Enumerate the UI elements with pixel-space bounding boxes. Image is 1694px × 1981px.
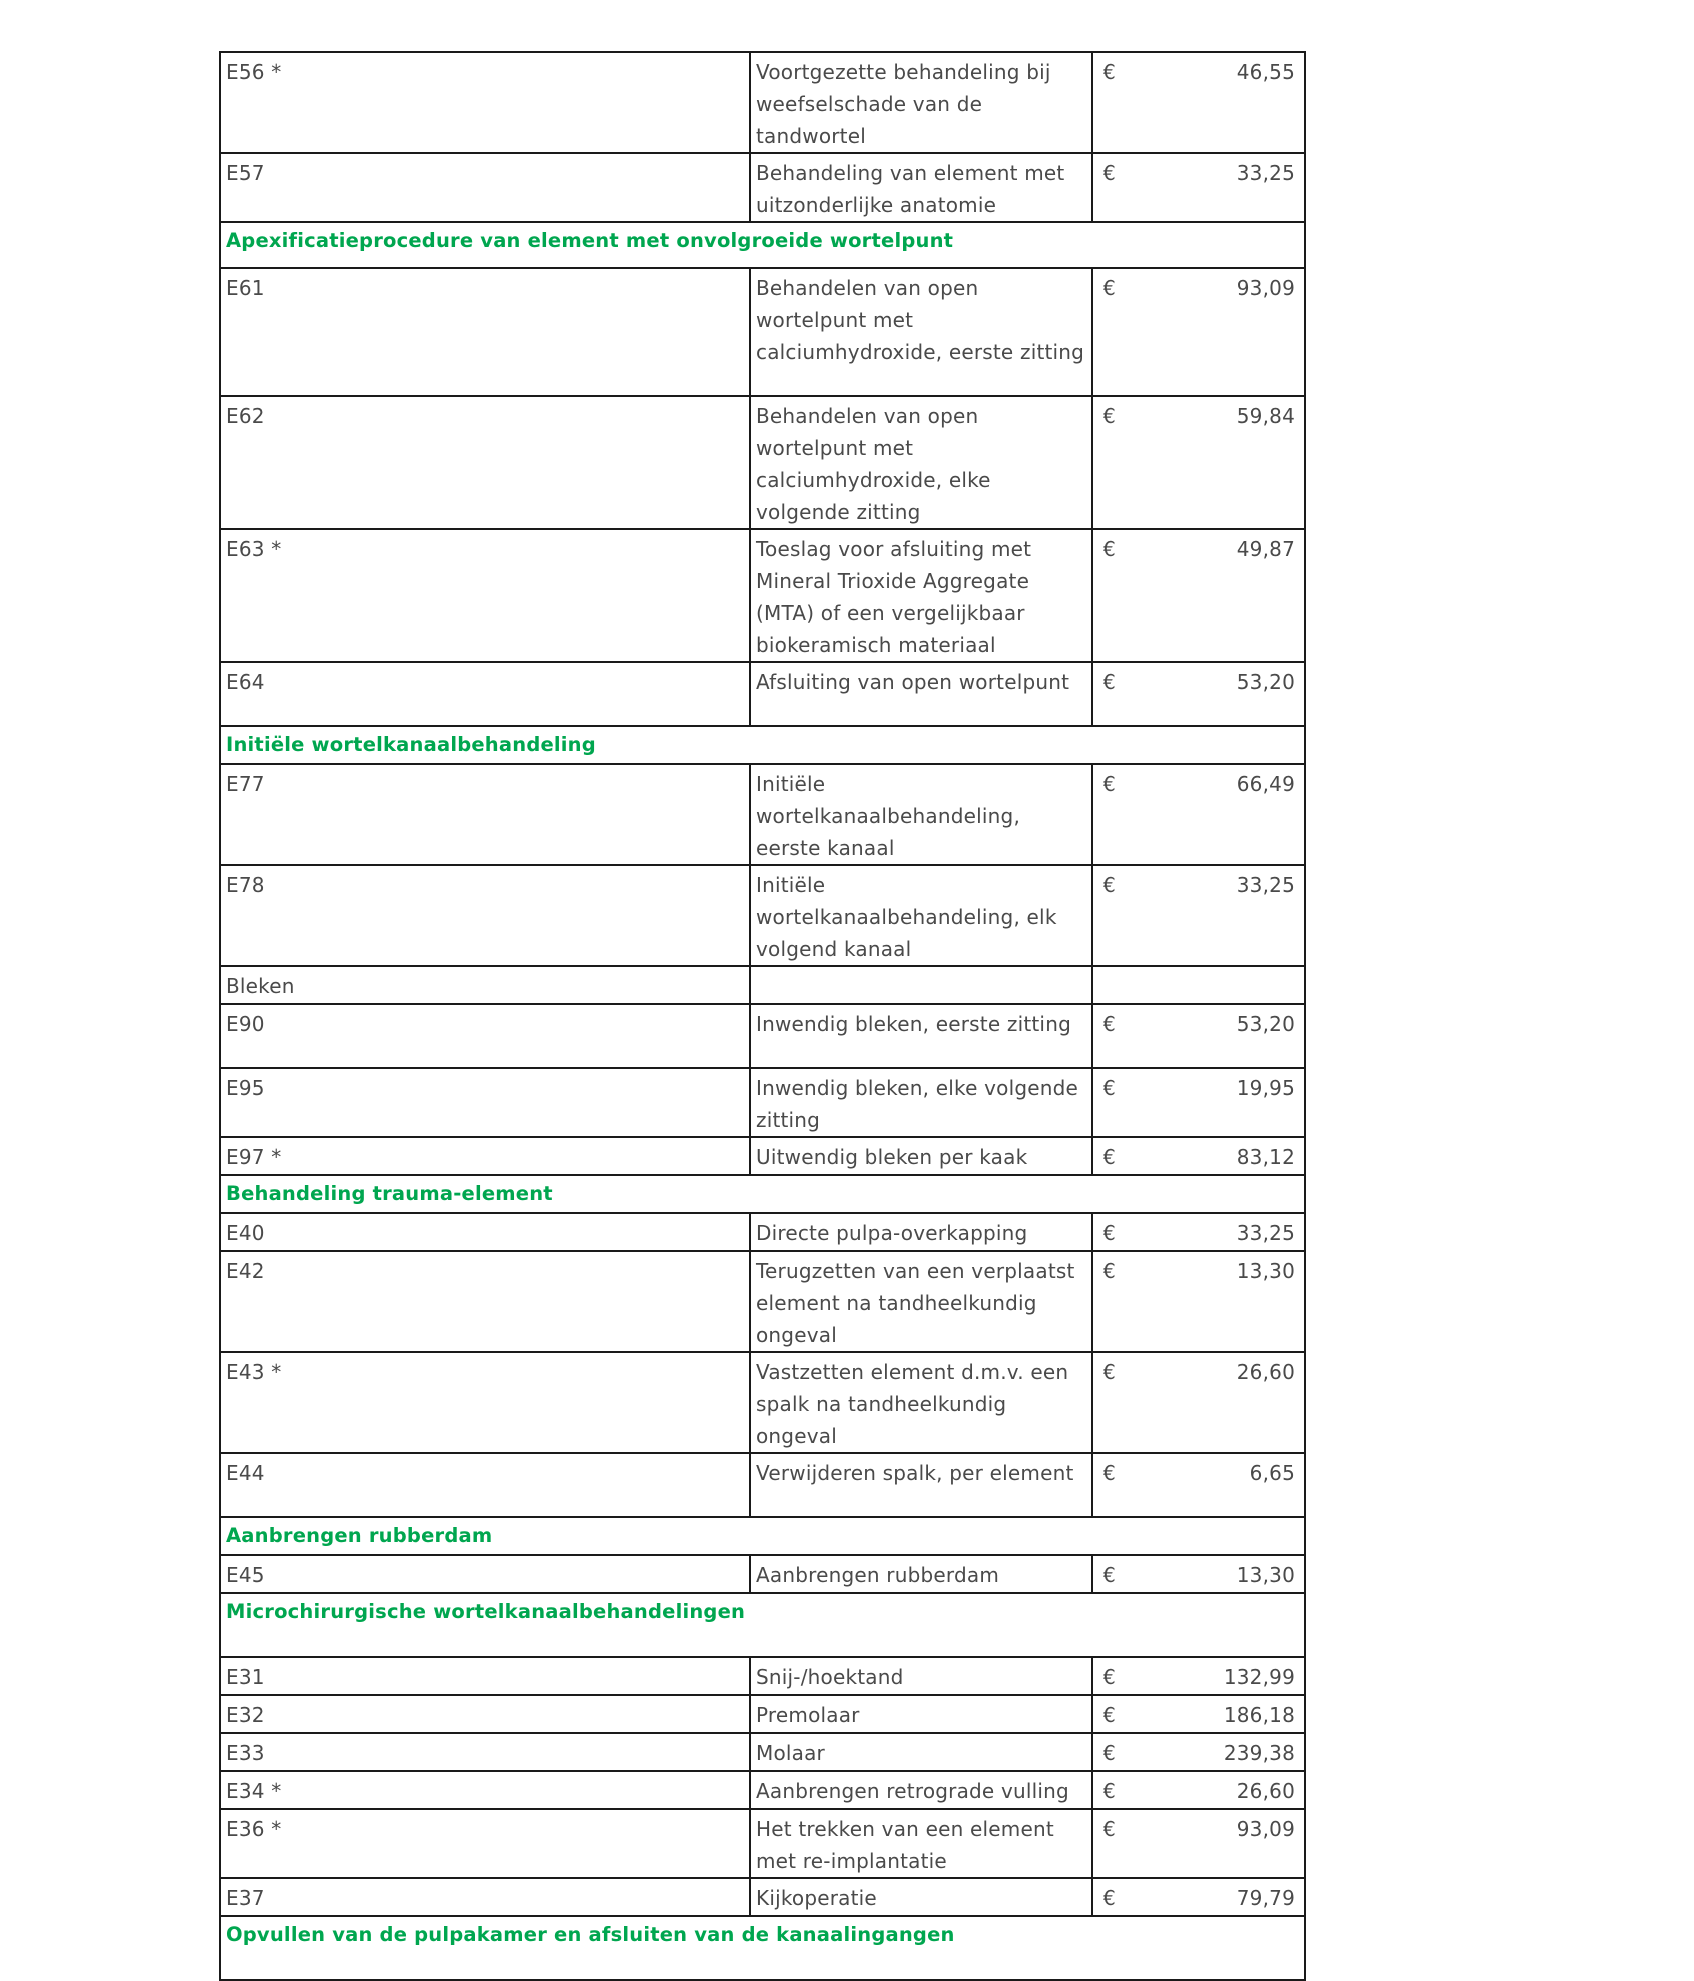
treatment-description: Inwendig bleken, elke volgende zitting [750, 1068, 1092, 1137]
currency-symbol: € [1103, 60, 1116, 84]
table-row [220, 662, 1305, 726]
table-row [220, 1453, 1305, 1517]
treatment-description: Snij-/hoektand [750, 1657, 1092, 1695]
currency-symbol: € [1103, 1461, 1116, 1485]
treatment-code: E43 * [220, 1352, 750, 1453]
section-title: Aanbrengen rubberdam [220, 1517, 1305, 1555]
treatment-code: E44 [220, 1453, 750, 1517]
treatment-code: E34 * [220, 1771, 750, 1809]
treatment-description: Behandelen van open wortelpunt met calciumhydroxide, eerste zitting [750, 268, 1092, 396]
price-amount: 26,60 [1236, 1779, 1295, 1803]
treatment-code: E31 [220, 1657, 750, 1695]
price-cell [1092, 966, 1305, 1004]
section-title: Opvullen van de pulpakamer en afsluiten van de kanaalingangen [220, 1916, 1305, 1980]
table-row [220, 1004, 1305, 1068]
treatment-code: E45 [220, 1555, 750, 1593]
treatment-description: Behandelen van open wortelpunt met calciumhydroxide, elke volgende zitting [750, 396, 1092, 529]
treatment-description [750, 966, 1092, 1004]
price-amount: 13,30 [1236, 1563, 1295, 1587]
price-cell [1092, 1453, 1305, 1517]
price-cell [1092, 1137, 1305, 1175]
price-cell [1092, 1251, 1305, 1352]
price-cell [1092, 1352, 1305, 1453]
treatment-description: Verwijderen spalk, per element [750, 1453, 1092, 1517]
treatment-description: Molaar [750, 1733, 1092, 1771]
treatment-description: Vastzetten element d.m.v. een spalk na tandheelkundig ongeval [750, 1352, 1092, 1453]
table-row [220, 268, 1305, 396]
table-row [220, 966, 1305, 1004]
price-cell [1092, 268, 1305, 396]
table-row [220, 1878, 1305, 1916]
price-amount: 53,20 [1236, 1012, 1295, 1036]
price-amount: 79,79 [1236, 1886, 1295, 1910]
price-cell [1092, 764, 1305, 865]
table-row [220, 1771, 1305, 1809]
section-title: Microchirurgische wortelkanaalbehandelingen [220, 1593, 1305, 1657]
treatment-description: Directe pulpa-overkapping [750, 1213, 1092, 1251]
currency-symbol: € [1103, 537, 1116, 561]
currency-symbol: € [1103, 1012, 1116, 1036]
treatment-code: E32 [220, 1695, 750, 1733]
price-amount: 33,25 [1236, 873, 1295, 897]
price-amount: 132,99 [1223, 1665, 1295, 1689]
treatment-code: E97 * [220, 1137, 750, 1175]
table-row [220, 1733, 1305, 1771]
section-header-row [220, 1593, 1305, 1657]
treatment-code: E40 [220, 1213, 750, 1251]
price-cell [1092, 865, 1305, 966]
section-header-row [220, 726, 1305, 764]
treatment-code: E62 [220, 396, 750, 529]
price-cell [1092, 1004, 1305, 1068]
treatment-description: Inwendig bleken, eerste zitting [750, 1004, 1092, 1068]
table-row [220, 1657, 1305, 1695]
price-amount: 93,09 [1236, 276, 1295, 300]
currency-symbol: € [1103, 1563, 1116, 1587]
table-row [220, 865, 1305, 966]
treatment-description: Terugzetten van een verplaatst element na tandheelkundig ongeval [750, 1251, 1092, 1352]
price-cell [1092, 1213, 1305, 1251]
price-amount: 46,55 [1236, 60, 1295, 84]
price-cell [1092, 1555, 1305, 1593]
currency-symbol: € [1103, 1817, 1116, 1841]
section-header-row [220, 1916, 1305, 1980]
section-header-row [220, 1517, 1305, 1555]
table-row [220, 1068, 1305, 1137]
price-amount: 59,84 [1236, 404, 1295, 428]
table-row [220, 529, 1305, 662]
price-amount: 13,30 [1236, 1259, 1295, 1283]
treatment-code: E33 [220, 1733, 750, 1771]
price-amount: 53,20 [1236, 670, 1295, 694]
table-row [220, 153, 1305, 222]
treatment-description: Aanbrengen rubberdam [750, 1555, 1092, 1593]
price-amount: 186,18 [1223, 1703, 1295, 1727]
table-row [220, 1809, 1305, 1878]
treatment-description: Behandeling van element met uitzonderlijke anatomie [750, 153, 1092, 222]
price-amount: 6,65 [1249, 1461, 1295, 1485]
currency-symbol: € [1103, 772, 1116, 796]
treatment-code: E42 [220, 1251, 750, 1352]
price-cell [1092, 662, 1305, 726]
price-cell [1092, 1657, 1305, 1695]
currency-symbol: € [1103, 1360, 1116, 1384]
currency-symbol: € [1103, 1703, 1116, 1727]
table-row [220, 1213, 1305, 1251]
treatment-code: E77 [220, 764, 750, 865]
table-row [220, 1555, 1305, 1593]
treatment-code: E61 [220, 268, 750, 396]
currency-symbol: € [1103, 1665, 1116, 1689]
treatment-description: Initiële wortelkanaalbehandeling, elk volgend kanaal [750, 865, 1092, 966]
treatment-code: E78 [220, 865, 750, 966]
price-amount: 26,60 [1236, 1360, 1295, 1384]
treatment-description: Voortgezette behandeling bij weefselschade van de tandwortel [750, 52, 1092, 153]
price-cell [1092, 1068, 1305, 1137]
section-header-row [220, 222, 1305, 268]
treatment-code: E56 * [220, 52, 750, 153]
price-cell [1092, 1771, 1305, 1809]
treatment-code: E64 [220, 662, 750, 726]
treatment-code: E36 * [220, 1809, 750, 1878]
price-amount: 239,38 [1223, 1741, 1295, 1765]
currency-symbol: € [1103, 161, 1116, 185]
price-cell [1092, 1733, 1305, 1771]
table-row [220, 1137, 1305, 1175]
currency-symbol: € [1103, 1076, 1116, 1100]
currency-symbol: € [1103, 276, 1116, 300]
treatment-code: E95 [220, 1068, 750, 1137]
currency-symbol: € [1103, 1886, 1116, 1910]
price-cell [1092, 1809, 1305, 1878]
price-cell [1092, 396, 1305, 529]
table-row [220, 1352, 1305, 1453]
treatment-description: Premolaar [750, 1695, 1092, 1733]
currency-symbol: € [1103, 1779, 1116, 1803]
treatment-description: Initiële wortelkanaalbehandeling, eerste kanaal [750, 764, 1092, 865]
section-title: Apexificatieprocedure van element met onvolgroeide wortelpunt [220, 222, 1305, 268]
price-amount: 33,25 [1236, 161, 1295, 185]
treatment-code: E37 [220, 1878, 750, 1916]
currency-symbol: € [1103, 1259, 1116, 1283]
price-cell [1092, 1878, 1305, 1916]
treatment-description: Toeslag voor afsluiting met Mineral Trioxide Aggregate (MTA) of een vergelijkbaar biokeramisch materiaal [750, 529, 1092, 662]
treatment-description: Afsluiting van open wortelpunt [750, 662, 1092, 726]
price-cell [1092, 52, 1305, 153]
section-title: Behandeling trauma-element [220, 1175, 1305, 1213]
currency-symbol: € [1103, 1741, 1116, 1765]
treatment-description: Kijkoperatie [750, 1878, 1092, 1916]
section-header-row [220, 1175, 1305, 1213]
price-amount: 66,49 [1236, 772, 1295, 796]
currency-symbol: € [1103, 1221, 1116, 1245]
treatment-code: E90 [220, 1004, 750, 1068]
price-amount: 83,12 [1236, 1145, 1295, 1169]
treatment-code: Bleken [220, 966, 750, 1004]
section-title: Initiële wortelkanaalbehandeling [220, 726, 1305, 764]
price-cell [1092, 1695, 1305, 1733]
currency-symbol: € [1103, 670, 1116, 694]
treatment-description: Aanbrengen retrograde vulling [750, 1771, 1092, 1809]
currency-symbol: € [1103, 404, 1116, 428]
price-cell [1092, 153, 1305, 222]
table-row [220, 396, 1305, 529]
table-row [220, 1251, 1305, 1352]
price-cell [1092, 529, 1305, 662]
price-amount: 49,87 [1236, 537, 1295, 561]
tariff-table [219, 51, 1306, 1981]
treatment-description: Het trekken van een element met re-implantatie [750, 1809, 1092, 1878]
table-row [220, 52, 1305, 153]
treatment-code: E57 [220, 153, 750, 222]
treatment-code: E63 * [220, 529, 750, 662]
treatment-description: Uitwendig bleken per kaak [750, 1137, 1092, 1175]
currency-symbol: € [1103, 873, 1116, 897]
price-amount: 33,25 [1236, 1221, 1295, 1245]
currency-symbol: € [1103, 1145, 1116, 1169]
price-amount: 19,95 [1236, 1076, 1295, 1100]
table-row [220, 1695, 1305, 1733]
table-row [220, 764, 1305, 865]
price-amount: 93,09 [1236, 1817, 1295, 1841]
